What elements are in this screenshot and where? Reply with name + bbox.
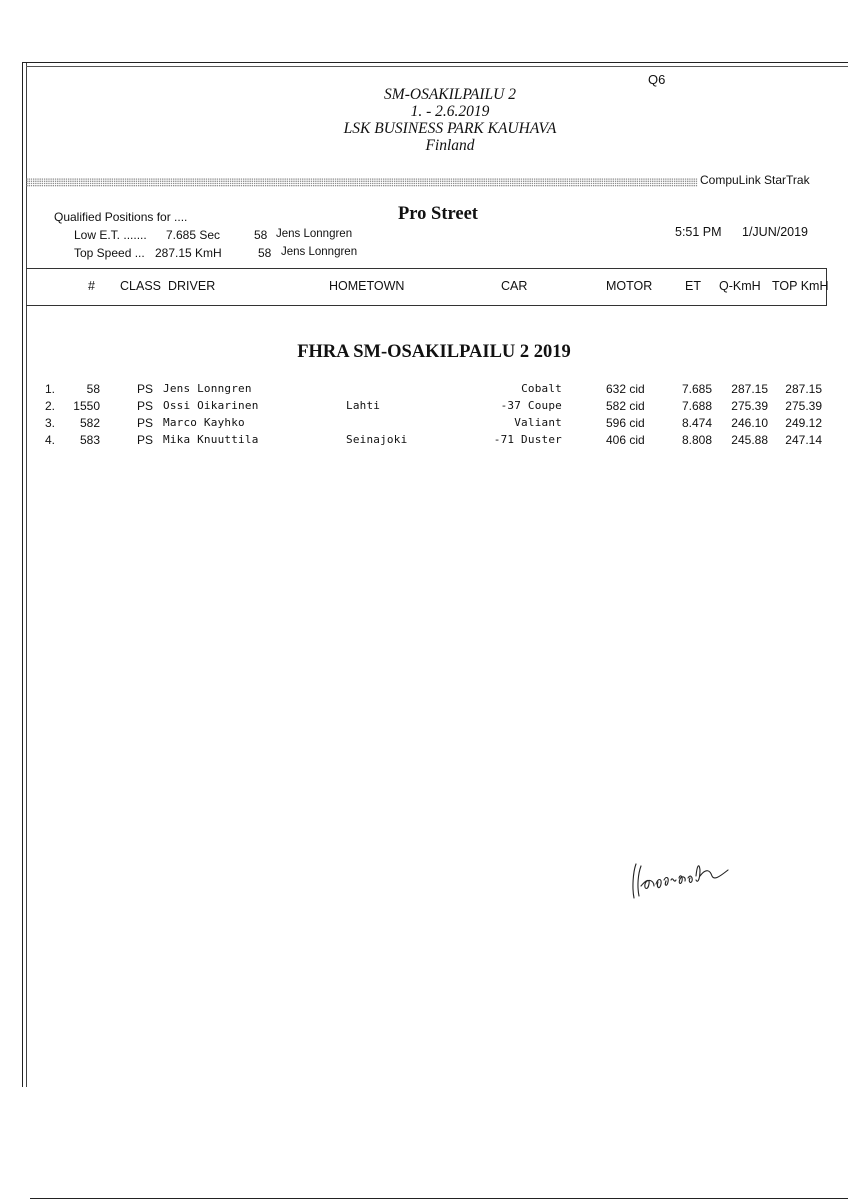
cell-hometown: Seinajoki <box>346 433 408 446</box>
cell-driver: Jens Lonngren <box>163 382 252 395</box>
cell-position: 1. <box>45 382 56 396</box>
cell-motor: 582 cid <box>606 399 645 413</box>
vendor-label: CompuLink StarTrak <box>700 173 810 187</box>
cell-top-kmh: 275.39 <box>785 399 822 413</box>
event-country: Finland <box>425 137 475 154</box>
record-label: Top Speed ... <box>74 246 145 260</box>
cell-et: 7.688 <box>681 399 712 413</box>
cell-driver: Mika Knuuttila <box>163 433 259 446</box>
record-driver: Jens Lonngren <box>281 246 358 258</box>
cell-q-kmh: 246.10 <box>731 416 768 430</box>
cell-class: PS <box>137 399 154 413</box>
event-title: SM-OSAKILPAILU 2 <box>384 86 516 103</box>
record-value: 7.685 Sec <box>166 228 221 242</box>
cell-car: -71 Duster <box>493 433 562 446</box>
cell-q-kmh: 245.88 <box>731 433 768 447</box>
record-label: Low E.T. ....... <box>74 228 147 242</box>
cell-motor: 632 cid <box>606 382 645 396</box>
qualified-positions-label: Qualified Positions for .... <box>54 210 188 224</box>
results-title <box>0 342 848 363</box>
table-row <box>0 433 848 450</box>
event-dates: 1. - 2.6.2019 <box>410 103 490 120</box>
page-code: Q6 <box>648 72 666 87</box>
dotted-separator <box>26 178 698 187</box>
cell-driver: Ossi Oikarinen <box>163 399 259 412</box>
cell-et: 8.808 <box>681 433 712 447</box>
col-header-class: CLASS <box>120 279 161 293</box>
col-header-number: # <box>88 279 95 293</box>
table-row <box>0 416 848 433</box>
header-bottom-rule <box>26 305 826 306</box>
handwritten-signature <box>624 850 744 910</box>
frame-border-top-inner <box>26 66 848 67</box>
results-title-text: FHRA SM-OSAKILPAILU 2 2019 <box>297 342 571 362</box>
cell-motor: 406 cid <box>606 433 645 447</box>
cell-et: 7.685 <box>681 382 712 396</box>
cell-top-kmh: 249.12 <box>785 416 822 430</box>
cell-car: -37 Coupe <box>500 399 562 412</box>
cell-car: Valiant <box>514 416 562 429</box>
frame-border-left <box>22 62 23 1087</box>
cell-number: 58 <box>86 382 100 396</box>
event-header <box>0 86 848 154</box>
cell-number: 582 <box>79 416 100 430</box>
frame-border-left-inner <box>26 62 27 1087</box>
cell-q-kmh: 287.15 <box>731 382 768 396</box>
frame-border-bottom <box>30 1198 848 1199</box>
record-driver: Jens Lonngren <box>276 228 353 240</box>
table-row <box>0 382 848 399</box>
cell-class: PS <box>137 382 154 396</box>
col-header-hometown: HOMETOWN <box>329 279 405 293</box>
print-time: 5:51 PM <box>675 225 722 239</box>
record-number: 58 <box>258 246 272 260</box>
cell-top-kmh: 247.14 <box>785 433 822 447</box>
cell-top-kmh: 287.15 <box>785 382 822 396</box>
col-header-q-kmh: Q-KmH <box>719 279 761 293</box>
cell-position: 3. <box>45 416 56 430</box>
cell-position: 4. <box>45 433 56 447</box>
cell-class: PS <box>137 416 154 430</box>
col-header-driver: DRIVER <box>168 279 216 293</box>
frame-border-top <box>22 62 848 63</box>
col-header-top-kmh: TOP KmH <box>772 279 829 293</box>
cell-q-kmh: 275.39 <box>731 399 768 413</box>
event-venue: LSK BUSINESS PARK KAUHAVA <box>343 120 557 137</box>
col-header-car: CAR <box>501 279 528 293</box>
cell-hometown: Lahti <box>346 399 381 412</box>
cell-position: 2. <box>45 399 56 413</box>
col-header-motor: MOTOR <box>606 279 653 293</box>
print-date: 1/JUN/2019 <box>742 225 809 239</box>
header-top-rule <box>26 268 826 269</box>
record-value: 287.15 KmH <box>155 246 222 260</box>
cell-car: Cobalt <box>521 382 562 395</box>
cell-number: 1550 <box>73 399 100 413</box>
cell-number: 583 <box>79 433 100 447</box>
record-number: 58 <box>254 228 268 242</box>
cell-motor: 596 cid <box>606 416 645 430</box>
table-row <box>0 399 848 416</box>
cell-et: 8.474 <box>681 416 712 430</box>
col-header-et: ET <box>685 279 701 293</box>
class-title: Pro Street <box>398 204 478 224</box>
cell-driver: Marco Kayhko <box>163 416 245 429</box>
cell-class: PS <box>137 433 154 447</box>
